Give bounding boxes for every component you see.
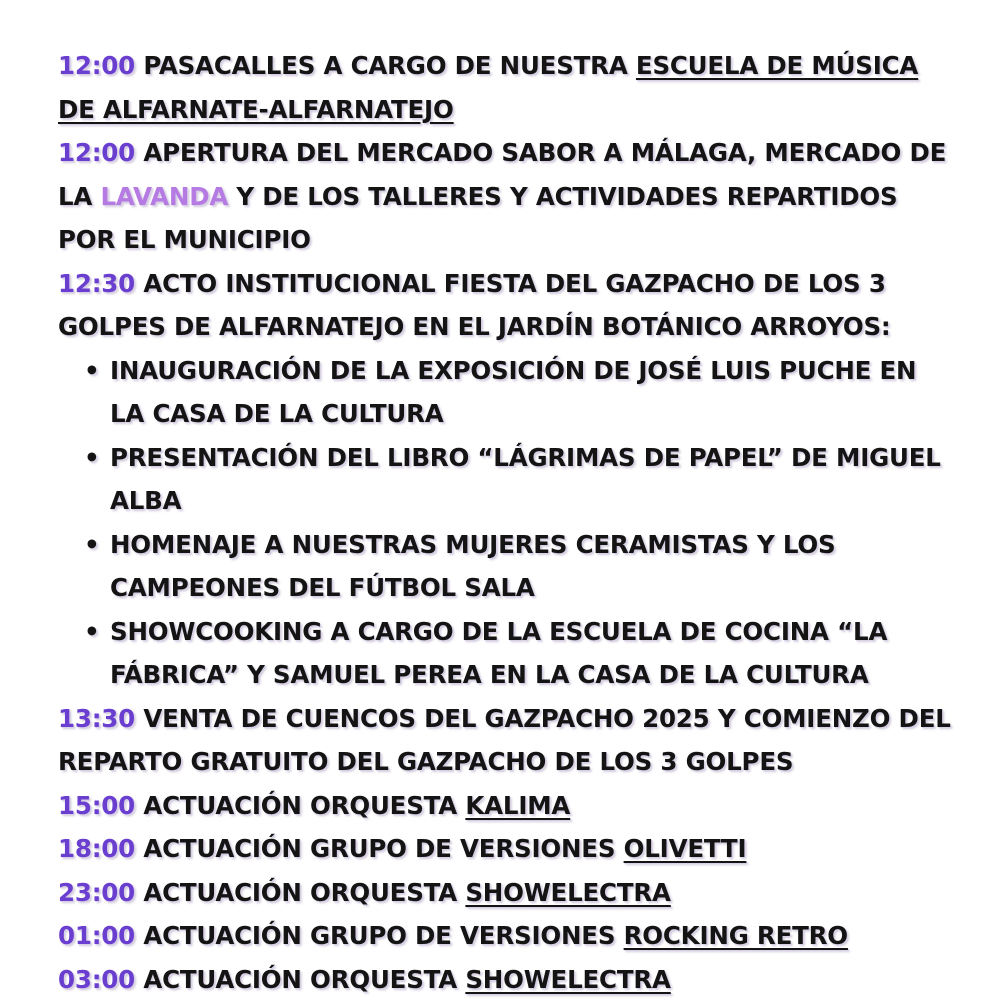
sub-activity-list (58, 349, 958, 697)
entry-text: ACTUACIÓN ORQUESTA (143, 878, 465, 907)
entry-text: ACTUACIÓN GRUPO DE VERSIONES (143, 921, 623, 950)
list-item-text: PRESENTACIÓN DEL LIBRO “LÁGRIMAS DE PAPEL” DE MIGUEL ALBA (110, 443, 941, 516)
entry-text: PASACALLES A CARGO DE NUESTRA (143, 51, 636, 80)
entry-text: ACTUACIÓN GRUPO DE VERSIONES (143, 834, 623, 863)
schedule-entry (58, 784, 958, 828)
performer-link[interactable]: ROCKING RETRO (624, 921, 848, 950)
entry-time: 03:00 (58, 965, 135, 994)
schedule-entry (58, 827, 958, 871)
performer-link[interactable]: ESCUELA DE MÚSICA DE ALFARNATE-ALFARNATEJO (58, 51, 918, 124)
schedule-entry (58, 262, 958, 697)
performer-link[interactable]: KALIMA (465, 791, 570, 820)
schedule-entry (58, 131, 958, 262)
list-item (84, 349, 958, 436)
performer-link[interactable]: OLIVETTI (624, 834, 747, 863)
bullet-icon: • (84, 436, 99, 480)
schedule-entry (58, 958, 958, 1001)
entry-time: 15:00 (58, 791, 135, 820)
event-program (58, 44, 958, 1001)
entry-time: 12:00 (58, 51, 135, 80)
highlight-word: LAVANDA (101, 182, 229, 211)
entry-text: VENTA DE CUENCOS DEL GAZPACHO 2025 Y COMIENZO DEL REPARTO GRATUITO DEL GAZPACHO DE LOS 3 GOLPES (58, 704, 951, 777)
schedule-entry (58, 697, 958, 784)
list-item (84, 523, 958, 610)
entry-time: 13:30 (58, 704, 135, 733)
bullet-icon: • (84, 610, 99, 654)
list-item-text: HOMENAJE A NUESTRAS MUJERES CERAMISTAS Y LOS CAMPEONES DEL FÚTBOL SALA (110, 530, 836, 603)
bullet-icon: • (84, 349, 99, 393)
entry-text: APERTURA DEL MERCADO SABOR A MÁLAGA, MERCADO DE LA (58, 138, 946, 211)
entry-time: 01:00 (58, 921, 135, 950)
entry-text: ACTO INSTITUCIONAL FIESTA DEL GAZPACHO DE LOS 3 GOLPES DE ALFARNATEJO EN EL JARDÍN BOTÁNICO ARROYOS: (58, 269, 891, 342)
entry-time: 23:00 (58, 878, 135, 907)
entry-text: ACTUACIÓN ORQUESTA (143, 965, 465, 994)
entry-time: 12:00 (58, 138, 135, 167)
schedule-entry (58, 44, 958, 131)
schedule-entry (58, 914, 958, 958)
list-item-text: INAUGURACIÓN DE LA EXPOSICIÓN DE JOSÉ LUIS PUCHE EN LA CASA DE LA CULTURA (110, 356, 916, 429)
entry-text: ACTUACIÓN ORQUESTA (143, 791, 465, 820)
list-item (84, 610, 958, 697)
entry-time: 12:30 (58, 269, 135, 298)
entry-time: 18:00 (58, 834, 135, 863)
entry-text: Y DE LOS TALLERES Y ACTIVIDADES REPARTIDOS POR EL MUNICIPIO (58, 182, 897, 255)
list-item (84, 436, 958, 523)
performer-link[interactable]: SHOWELECTRA (465, 965, 670, 994)
list-item-text: SHOWCOOKING A CARGO DE LA ESCUELA DE COCINA “LA FÁBRICA” Y SAMUEL PEREA EN LA CASA DE LA CULTURA (110, 617, 887, 690)
bullet-icon: • (84, 523, 99, 567)
performer-link[interactable]: SHOWELECTRA (465, 878, 670, 907)
schedule-entry (58, 871, 958, 915)
